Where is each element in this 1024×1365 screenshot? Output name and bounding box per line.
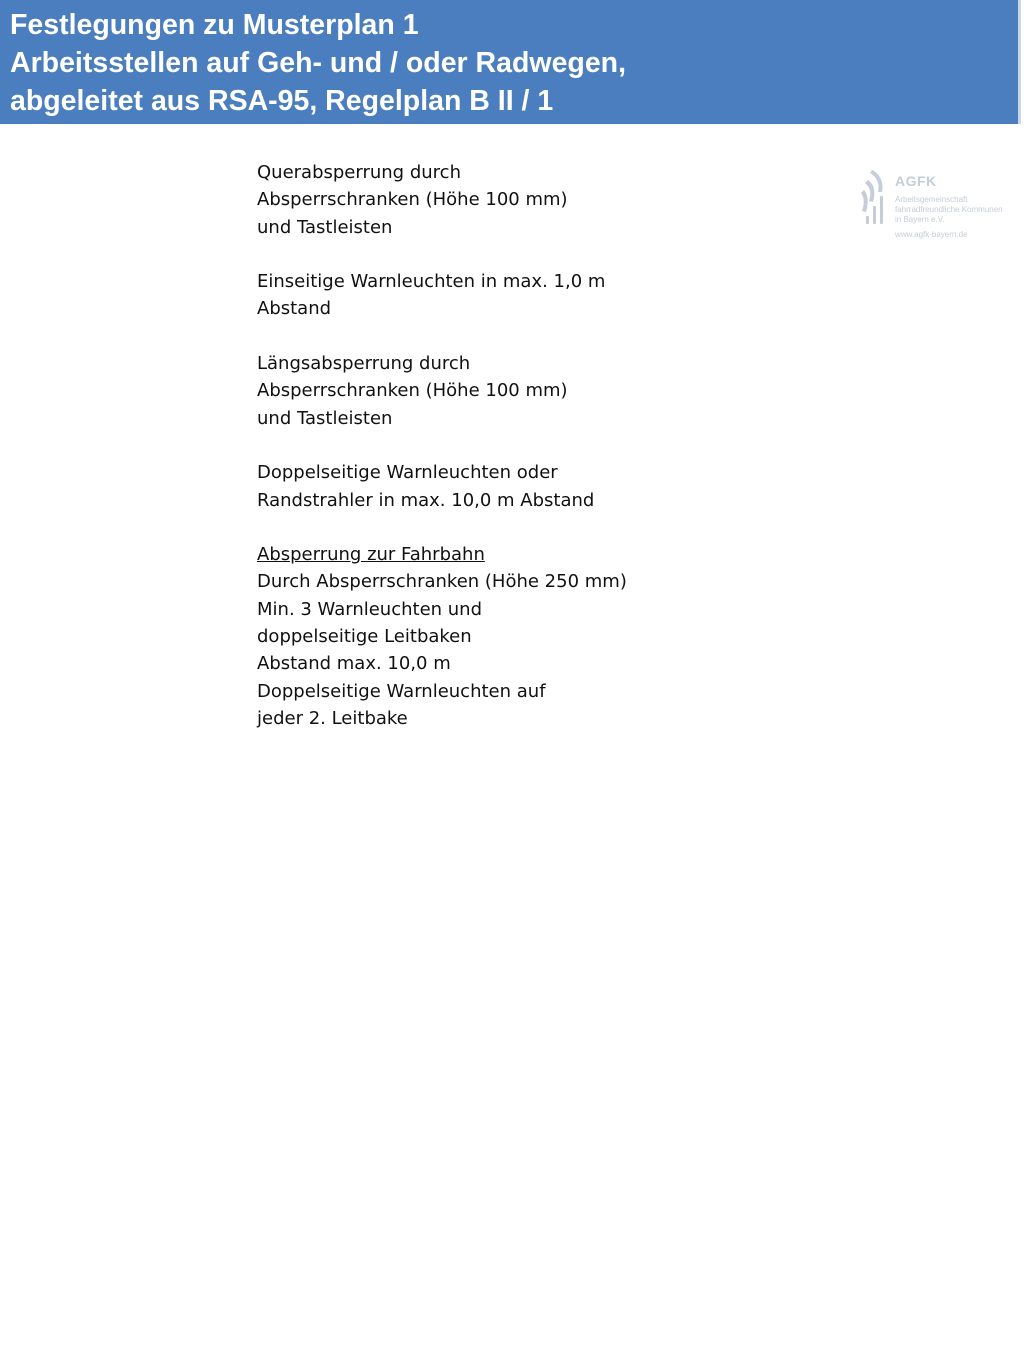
text-line: Randstrahler in max. 10,0 m Abstand: [257, 489, 595, 511]
paragraph-cross-barrier: [257, 159, 897, 241]
specification-text: [257, 159, 897, 760]
text-line: Einseitige Warnleuchten in max. 1,0 m: [257, 271, 606, 293]
text-line: jeder 2. Leitbake: [257, 707, 408, 729]
text-line: Querabsperrung durch: [257, 162, 461, 183]
paragraph-one-sided-lights: [257, 268, 897, 323]
text-line: Absperrschranken (Höhe 100 mm): [257, 189, 568, 211]
text-line: doppelseitige Leitbaken: [257, 626, 472, 648]
title-line-2: Arbeitsstellen auf Geh- und / oder Radwegen,: [10, 47, 627, 79]
title-line-1: Festlegungen zu Musterplan 1: [10, 9, 419, 41]
text-line: Absperrschranken (Höhe 100 mm): [257, 380, 568, 402]
text-line: Längsabsperrung durch: [257, 353, 471, 375]
title-banner: [0, 0, 1021, 124]
paragraph-double-sided-lights: [257, 459, 897, 514]
paragraph-roadway-barrier: [257, 541, 897, 732]
text-line: Abstand max. 10,0 m: [257, 653, 451, 675]
text-line: Doppelseitige Warnleuchten oder: [257, 462, 558, 484]
text-line: Min. 3 Warnleuchten und: [257, 598, 483, 620]
logo-subtitle-3: in Bayern e.V.: [895, 215, 945, 224]
section-heading: Absperrung zur Fahrbahn: [257, 544, 485, 566]
paragraph-longitudinal-barrier: [257, 350, 897, 432]
text-line: Doppelseitige Warnleuchten auf: [257, 680, 546, 702]
text-line: und Tastleisten: [257, 216, 393, 238]
logo-url: www.agfk-bayern.de: [895, 230, 968, 239]
text-line: Abstand: [257, 298, 332, 320]
logo-subtitle-1: Arbeitsgemeinschaft: [895, 195, 968, 204]
logo-name: AGFK: [895, 173, 937, 189]
text-line: Durch Absperrschranken (Höhe 250 mm): [257, 571, 627, 593]
text-line: und Tastleisten: [257, 407, 393, 429]
title-line-3: abgeleitet aus RSA-95, Regelplan B II / 1: [10, 85, 554, 117]
logo-subtitle-2: fahrradfreundliche Kommunen: [895, 205, 1003, 214]
